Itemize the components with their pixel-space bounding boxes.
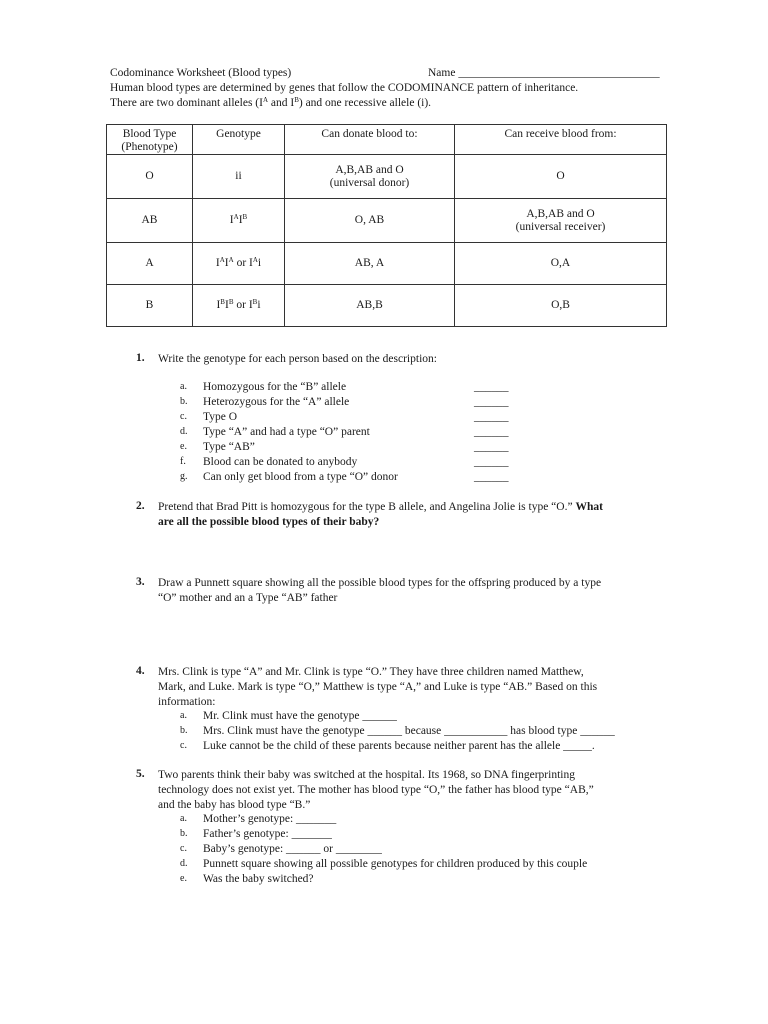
answer-blank[interactable]: ______ bbox=[474, 426, 509, 438]
item-letter: d. bbox=[180, 858, 188, 869]
question-5-line-1: Two parents think their baby was switched at the hospital. Its 1968, so DNA fingerprinting bbox=[158, 769, 575, 781]
cell-blood-type: O bbox=[107, 155, 193, 199]
item-letter: b. bbox=[180, 828, 188, 839]
item-letter: a. bbox=[180, 381, 187, 392]
item-letter: c. bbox=[180, 411, 187, 422]
answer-blank[interactable]: ______ bbox=[474, 396, 509, 408]
question-5-line-3: and the baby has blood type “B.” bbox=[158, 799, 311, 811]
cell-receive: A,B,AB and O (universal receiver) bbox=[455, 199, 667, 243]
q4-item-text: Mrs. Clink must have the genotype ______ because ___________ has blood type ______ bbox=[203, 725, 615, 737]
question-number: 4. bbox=[136, 665, 145, 677]
question-2-line-1: Pretend that Brad Pitt is homozygous for the type B allele, and Angelina Jolie is type “O.” What bbox=[158, 501, 603, 513]
item-letter: d. bbox=[180, 426, 188, 437]
q1-item-text: Type “A” and had a type “O” parent bbox=[203, 426, 370, 438]
cell-genotype: $I^AI^A$ or $I^Ai$ bbox=[193, 243, 285, 285]
item-letter: g. bbox=[180, 471, 188, 482]
intro-text: ) and one recessive allele (i). bbox=[298, 97, 432, 109]
question-1-text: Write the genotype for each person based on the description: bbox=[158, 353, 437, 365]
cell-blood-type: AB bbox=[107, 199, 193, 243]
item-letter: c. bbox=[180, 740, 187, 751]
cell-blood-type: A bbox=[107, 243, 193, 285]
answer-blank[interactable]: ______ bbox=[474, 441, 509, 453]
question-4-line-1: Mrs. Clink is type “A” and Mr. Clink is type “O.” They have three children named Matthew, bbox=[158, 666, 584, 678]
cell-genotype: ii bbox=[193, 155, 285, 199]
q5-item-text: Was the baby switched? bbox=[203, 873, 314, 885]
question-number: 1. bbox=[136, 352, 145, 364]
cell-donate: AB, A bbox=[285, 243, 455, 285]
q1-item-text: Type “AB” bbox=[203, 441, 255, 453]
name-field-label: Name ___________________________________ bbox=[428, 67, 660, 79]
intro-text: and I bbox=[268, 97, 295, 109]
allele-superscript: B bbox=[294, 96, 299, 104]
item-letter: c. bbox=[180, 843, 187, 854]
cell-donate: O, AB bbox=[285, 199, 455, 243]
header-can-donate: Can donate blood to: bbox=[285, 125, 455, 155]
table-row bbox=[107, 199, 667, 243]
q1-item-text: Blood can be donated to anybody bbox=[203, 456, 358, 468]
item-letter: a. bbox=[180, 813, 187, 824]
answer-blank[interactable]: ______ bbox=[474, 381, 509, 393]
answer-blank[interactable]: ______ bbox=[474, 456, 509, 468]
question-4-line-3: information: bbox=[158, 696, 216, 708]
q1-item-text: Can only get blood from a type “O” donor bbox=[203, 471, 398, 483]
answer-blank[interactable]: ______ bbox=[474, 471, 509, 483]
q1-item-text: Homozygous for the “B” allele bbox=[203, 381, 347, 393]
question-3-line-1: Draw a Punnett square showing all the possible blood types for the offspring produced by a type bbox=[158, 577, 602, 589]
q5-item-text: Punnett square showing all possible genotypes for children produced by this couple bbox=[203, 858, 588, 870]
question-number: 2. bbox=[136, 500, 145, 512]
cell-donate: AB,B bbox=[285, 285, 455, 327]
allele-superscript: A bbox=[262, 96, 269, 104]
cell-receive: O,B bbox=[455, 285, 667, 327]
q5-item-text: Baby’s genotype: ______ or ________ bbox=[203, 843, 382, 855]
q5-item-text: Father’s genotype: _______ bbox=[203, 828, 332, 840]
item-letter: b. bbox=[180, 725, 188, 736]
intro-line-2 bbox=[110, 96, 431, 110]
q4-item-text: Luke cannot be the child of these parents because neither parent has the allele _____. bbox=[203, 740, 595, 752]
question-5-line-2: technology does not exist yet. The mother has blood type “O,” the father has blood type “AB,” bbox=[158, 784, 594, 796]
table-header-row bbox=[107, 125, 667, 155]
q1-item-text: Type O bbox=[203, 411, 238, 423]
item-letter: e. bbox=[180, 441, 187, 452]
question-3-line-2: “O” mother and an a Type “AB” father bbox=[158, 592, 338, 604]
item-letter: e. bbox=[180, 873, 187, 884]
table-row bbox=[107, 155, 667, 199]
answer-blank[interactable]: ______ bbox=[474, 411, 509, 423]
question-number: 3. bbox=[136, 576, 145, 588]
cell-genotype: $I^BI^B$ or $I^Bi$ bbox=[193, 285, 285, 327]
q5-item-text: Mother’s genotype: _______ bbox=[203, 813, 337, 825]
table-row bbox=[107, 243, 667, 285]
item-letter: f. bbox=[180, 456, 186, 467]
blood-type-table bbox=[106, 124, 667, 327]
intro-text: There are two dominant alleles (I bbox=[110, 97, 263, 109]
item-letter: b. bbox=[180, 396, 188, 407]
question-4-line-2: Mark, and Luke. Mark is type “O,” Matthew is type “A,” and Luke is type “AB.” Based on this bbox=[158, 681, 598, 693]
table-row bbox=[107, 285, 667, 327]
cell-receive: O bbox=[455, 155, 667, 199]
cell-genotype: $I^AI^B$ bbox=[193, 199, 285, 243]
item-letter: a. bbox=[180, 710, 187, 721]
q1-item-text: Heterozygous for the “A” allele bbox=[203, 396, 350, 408]
header-can-receive: Can receive blood from: bbox=[455, 125, 667, 155]
header-blood-type: Blood Type (Phenotype) bbox=[107, 125, 193, 155]
cell-donate: A,B,AB and O (universal donor) bbox=[285, 155, 455, 199]
question-number: 5. bbox=[136, 768, 145, 780]
question-2-line-2: are all the possible blood types of their baby? bbox=[158, 516, 380, 528]
worksheet-title: Codominance Worksheet (Blood types) bbox=[110, 67, 292, 79]
cell-blood-type: B bbox=[107, 285, 193, 327]
cell-receive: O,A bbox=[455, 243, 667, 285]
q4-item-text: Mr. Clink must have the genotype ______ bbox=[203, 710, 397, 722]
intro-line-1: Human blood types are determined by genes that follow the CODOMINANCE pattern of inheritance. bbox=[110, 82, 579, 94]
header-genotype: Genotype bbox=[193, 125, 285, 155]
